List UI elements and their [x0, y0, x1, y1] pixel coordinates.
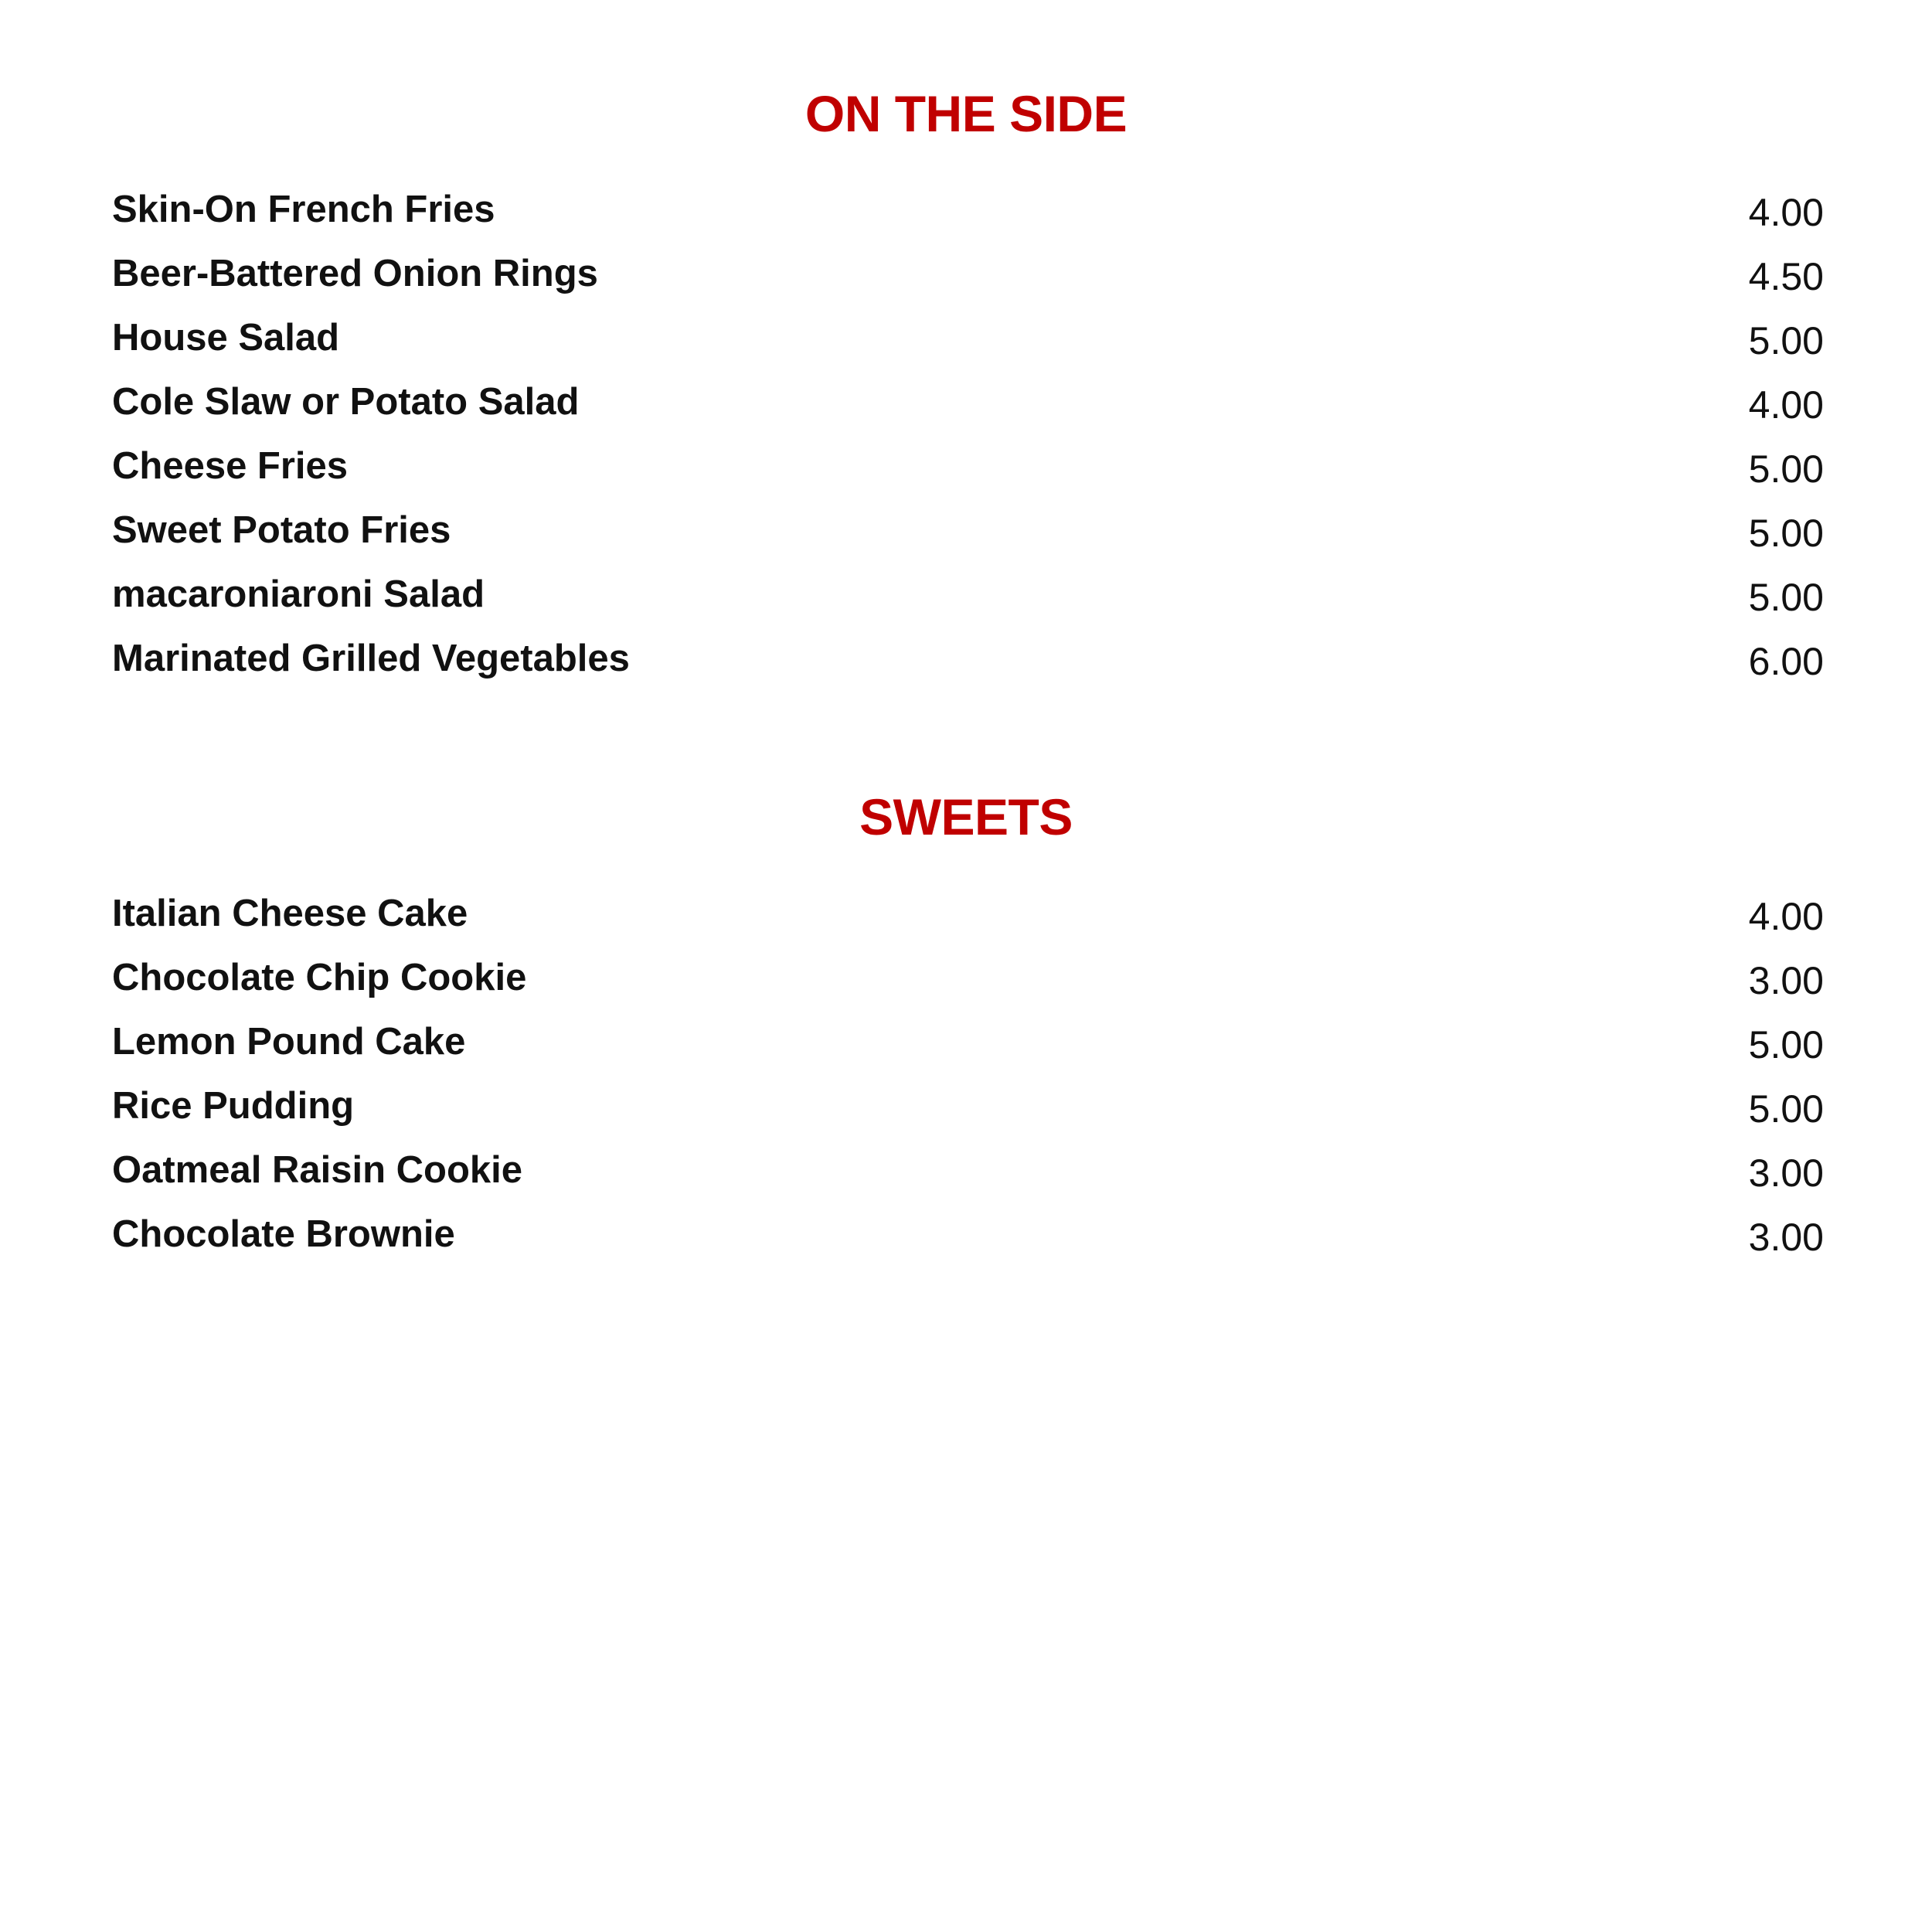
menu-item-price: 4.00 — [1748, 383, 1824, 427]
menu-item — [112, 1079, 1824, 1143]
menu-item-price: 4.50 — [1748, 255, 1824, 298]
menu-item-price: 4.00 — [1748, 895, 1824, 938]
menu-item-name: Lemon Pound Cake — [112, 1021, 466, 1063]
section-title-sweets: SWEETS — [859, 788, 1073, 845]
menu-item-price: 5.00 — [1748, 576, 1824, 619]
menu-item — [112, 567, 1824, 631]
menu-item-price: 4.00 — [1748, 191, 1824, 234]
menu-item-price: 3.00 — [1748, 1151, 1824, 1195]
menu-item-name: Sweet Potato Fries — [112, 509, 451, 551]
menu-item-name: Italian Cheese Cake — [112, 893, 468, 934]
menu-item-price: 3.00 — [1748, 1216, 1824, 1259]
menu-item — [112, 951, 1824, 1015]
menu-item — [112, 182, 1824, 247]
menu-item — [112, 886, 1824, 951]
menu-item — [112, 1015, 1824, 1079]
menu-item-price: 3.00 — [1748, 959, 1824, 1002]
menu-item-name: Chocolate Chip Cookie — [112, 957, 527, 998]
menu-item — [112, 631, 1824, 696]
menu-item — [112, 503, 1824, 567]
menu-item-name: Oatmeal Raisin Cookie — [112, 1149, 523, 1191]
menu-item-name: Rice Pudding — [112, 1085, 355, 1127]
menu-item-price: 5.00 — [1748, 447, 1824, 491]
section-title-on-the-side: ON THE SIDE — [804, 85, 1128, 142]
menu-item-name: House Salad — [112, 317, 340, 359]
menu-item-price: 5.00 — [1748, 1087, 1824, 1131]
menu-item-price: 5.00 — [1748, 319, 1824, 362]
menu-item-name: Marinated Grilled Vegetables — [112, 638, 630, 679]
menu-item-name: Cheese Fries — [112, 445, 349, 487]
on-the-side-item-list — [112, 182, 1824, 696]
menu-item — [112, 375, 1824, 439]
menu-item — [112, 311, 1824, 375]
menu-item-name: Chocolate Brownie — [112, 1213, 455, 1255]
menu-item-name: macaroniaroni Salad — [112, 573, 485, 615]
menu-item — [112, 1143, 1824, 1207]
menu-item-name: Skin-On French Fries — [112, 189, 495, 230]
menu-item-name: Beer-Battered Onion Rings — [112, 253, 598, 294]
menu-item — [112, 1207, 1824, 1271]
menu-item-price: 6.00 — [1748, 640, 1824, 683]
menu-item-name: Cole Slaw or Potato Salad — [112, 381, 580, 423]
sweets-item-list — [112, 886, 1824, 1271]
menu-item — [112, 247, 1824, 311]
menu-item — [112, 439, 1824, 503]
menu-item-price: 5.00 — [1748, 512, 1824, 555]
menu-item-price: 5.00 — [1748, 1023, 1824, 1066]
